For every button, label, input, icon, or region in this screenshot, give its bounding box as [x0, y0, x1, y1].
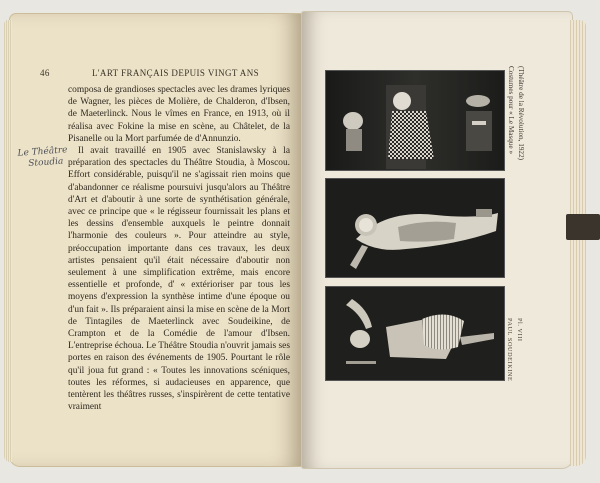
handwritten-margin-note [17, 145, 68, 170]
costume-photo-1 [325, 70, 505, 171]
caption-title: Costumes pour « Le Masque » [507, 66, 515, 155]
paragraph: Il avait travaillé en 1905 avec Stanislawsky à la préparation des spectacles du Théâtre Stoudia, à Moscou. Effort considérable, puisqu'il ne s'agissait rien moins que d'abandonner ce réalisme poursuivi jusqu'alors au Théâtre d'Art et d'aboutir à une sorte de synthétisation générale, avec ce principe que « le régisseur fournissait les plans et les dessins d'ensemble auxquels le peintre donnait l'harmonie des couleurs ». Pour atteindre au style, préoccupation importante dans ces travaux, les deux artistes pensaient qu'il était nécessaire d'aboutir non seulement à une simplification extrême, mais encore essentielle et profonde, d' « extérioriser par tous les moyens d'expression la synthèse intime d'une époque ou d'un fait ». Ils préparaient ainsi la mise en scène de la Mort de Tintagiles de Maeterlinck avec Soudeikine, de Crampton et de la Comédie de l'amour d'Ibsen. L'entreprise échoua. Le Théâtre Stoudia n'ouvrit jamais ses portes en raison des événements de 1905. Pourtant le rôle qu'il joua fut grand : « Toutes les innovations scéniques, toutes les réformes, si audacieuses en apparence, que tentèrent les théâtres russes, s'inspirèrent de cette tentative vraiment [68, 146, 290, 413]
body-text [68, 84, 290, 413]
artist-name: PAUL SOUDEIKINE [506, 318, 513, 382]
plate-footer [503, 318, 531, 382]
paragraph: composa de grandioses spectacles avec les drames lyriques de Wagner, les pièces de Molière, de Chalderon, d'Ibsen, de Maeterlinck. Nous le vîmes en France, en 1913, où il réalisa avec Fokine la mise en scène, au Châtelet, de la Pisanelle ou la Mort parfumée de d'Annunzio. [68, 85, 290, 144]
costume-photo-2 [325, 178, 505, 278]
margin-note-line: Le Théâtre [17, 145, 68, 159]
costume-photo-3 [325, 286, 505, 381]
bookmark-ribbon [566, 214, 600, 240]
plate-number: Pl. VIII [516, 318, 523, 342]
running-title: L'ART FRANÇAIS DEPUIS VINGT ANS [92, 68, 260, 78]
page-number: 46 [40, 68, 50, 78]
margin-note-line: Stoudia [28, 156, 64, 170]
caption-subtitle: (Théâtre de la Révolution, 1922) [517, 66, 525, 161]
page-edges [570, 20, 586, 466]
